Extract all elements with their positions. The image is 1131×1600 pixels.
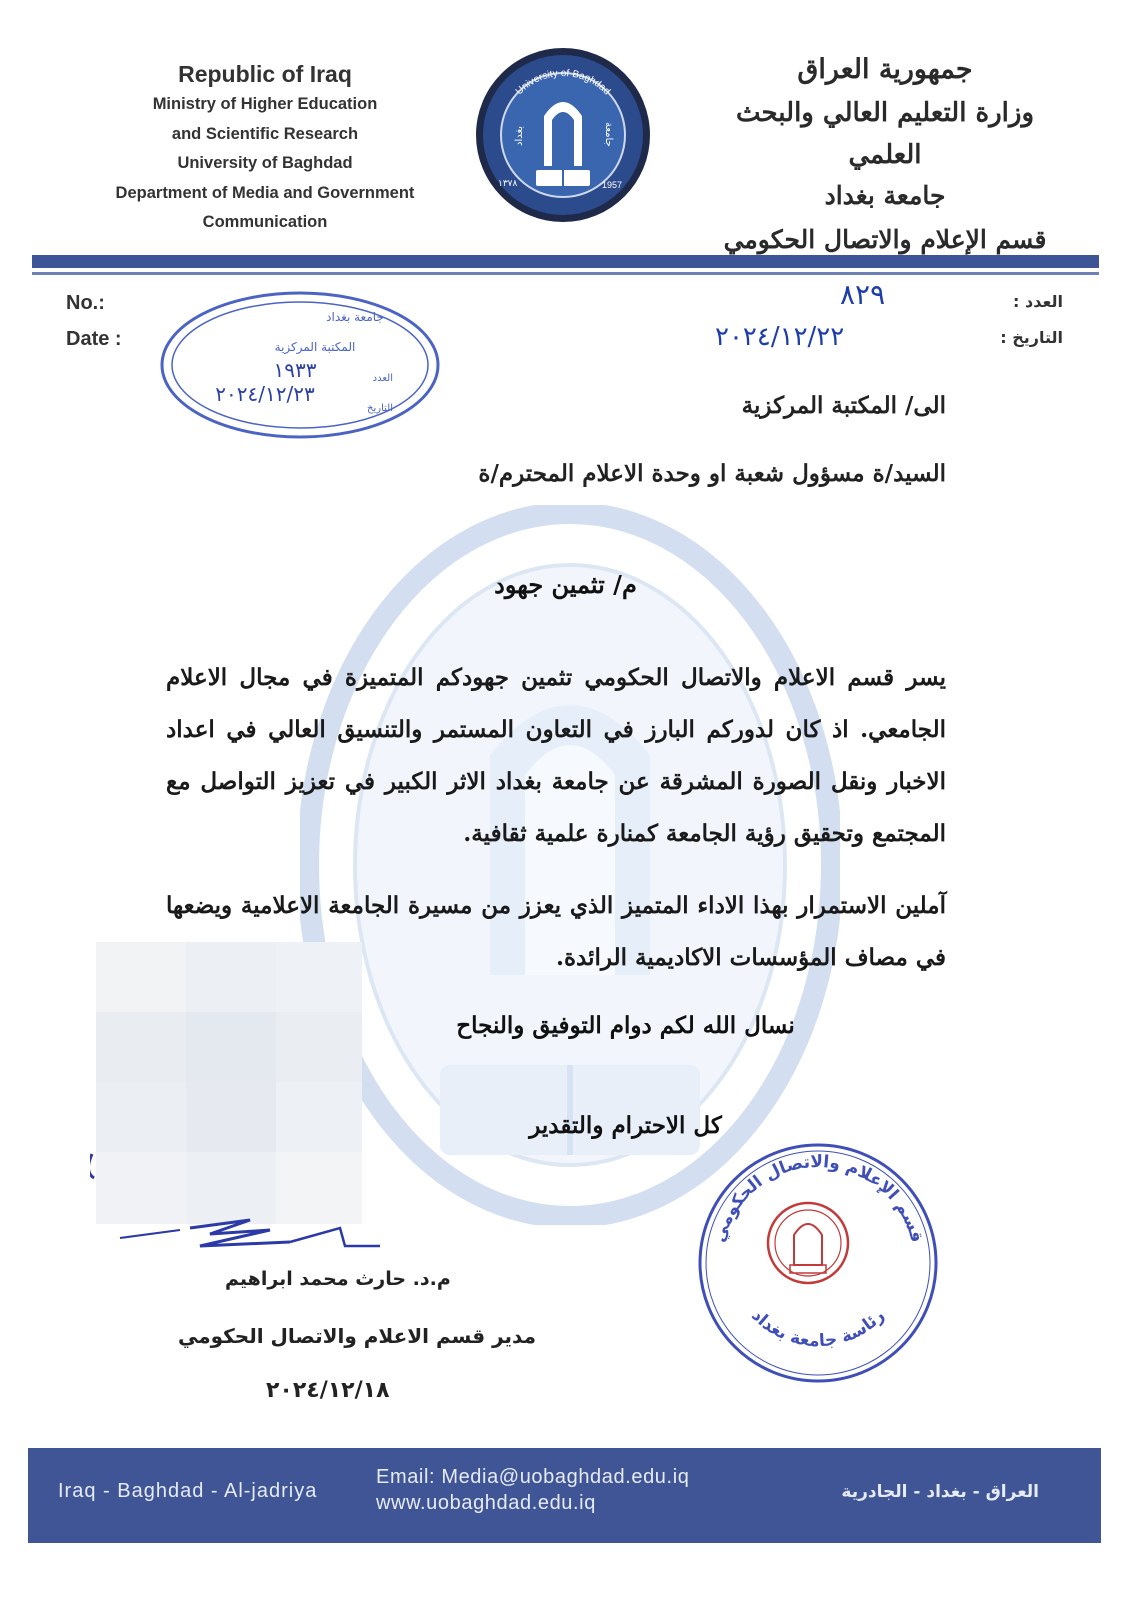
logo-ring-text: University of Baghdad — [513, 67, 613, 98]
footer-location-ar: العراق - بغداد - الجادرية — [841, 1482, 1039, 1502]
header-divider-thin — [32, 272, 1099, 275]
seal-outer-text: قسم الإعلام والاتصال الحكومي — [709, 1151, 927, 1245]
footer-location-en: Iraq - Baghdad - Al-jadriya — [58, 1480, 318, 1502]
header-en-line: Republic of Iraq — [178, 61, 352, 87]
attention-line: السيد/ة مسؤول شعبة او وحدة الاعلام المحترم/ة — [478, 460, 946, 487]
body-paragraph: يسر قسم الاعلام والاتصال الحكومي تثمين جهودكم المتميزة في مجال الاعلام الجامعي. اذ كان لدوركم البارز في التعاون المستمر والتنسيق العالي في اعداد الاخبار ونقل الصورة المشرقة عن جامعة بغداد الاثر الكبير في تعزيز التواصل مع المجتمع وتحقيق رؤية الجامعة كمنارة علمية ثقافية. — [166, 664, 946, 847]
closing-regards: كل الاحترام والتقدير — [529, 1112, 722, 1139]
logo-year-right: 1957 — [602, 180, 623, 190]
date-label-en: Date : — [66, 328, 122, 350]
letter-date: ٢٠٢٤/١٢/٢٢ — [715, 322, 845, 352]
stamp-number: ١٩٣٣ — [273, 358, 317, 382]
header-arabic-block — [700, 48, 1070, 264]
header-ar-line: قسم الإعلام والاتصال الحكومي — [723, 225, 1047, 254]
stamp-line2: المكتبة المركزية — [274, 340, 356, 354]
footer-email[interactable]: Email: Media@uobaghdad.edu.iq — [376, 1466, 690, 1488]
header-en-line: University of Baghdad — [177, 154, 353, 172]
header-ar-line: وزارة التعليم العالي والبحث العلمي — [735, 98, 1035, 170]
recipient-line: الى/ المكتبة المركزية — [741, 392, 946, 419]
reference-number: ٨٢٩ — [840, 278, 886, 311]
header-english-block — [80, 58, 450, 238]
footer-band — [28, 1448, 1101, 1543]
received-stamp-icon — [155, 285, 445, 445]
logo-side-left: بغداد — [514, 125, 525, 146]
footer-contact — [376, 1464, 689, 1516]
header-en-line: Ministry of Higher Education — [152, 95, 378, 113]
official-seal-icon — [690, 1135, 945, 1390]
number-label-en: No.: — [66, 292, 105, 314]
header-en-line: Department of Media and Government — [115, 183, 415, 202]
signature-scribble-icon — [90, 1138, 390, 1278]
stamp-date-label: التاريخ — [367, 403, 393, 414]
stamp-date: ٢٠٢٤/١٢/٢٣ — [215, 382, 315, 406]
closing-line: نسال الله لكم دوام التوفيق والنجاح — [456, 1012, 795, 1039]
header-en-line: and Scientific Research — [171, 124, 359, 143]
body-paragraph: آملين الاستمرار بهذا الاداء المتميز الذي يعزز من مسيرة الجامعة الاعلامية ويضعها في مصاف المؤسسات الاكاديمية الرائدة. — [166, 892, 946, 971]
signer-title: مدير قسم الاعلام والاتصال الحكومي — [178, 1324, 536, 1348]
logo-side-right: جامعة — [603, 122, 614, 147]
header-ar-line: جامعة بغداد — [824, 181, 946, 210]
seal-bottom-text: رئاسة جامعة بغداد — [747, 1305, 889, 1352]
header-divider — [32, 255, 1099, 268]
logo-year-left: ١٣٧٨ — [498, 179, 518, 189]
signer-name: م.د. حارث محمد ابراهيم — [225, 1268, 451, 1290]
university-logo-icon — [474, 46, 652, 224]
footer-website[interactable]: www.uobaghdad.edu.iq — [376, 1492, 596, 1514]
stamp-number-label: العدد — [372, 373, 393, 384]
number-label-ar: العدد : — [1013, 292, 1063, 311]
subject-line: م/ تثمين جهود — [494, 570, 637, 599]
date-label-ar: التاريخ : — [1000, 328, 1063, 347]
header-en-line: Communication — [202, 213, 328, 231]
stamp-line1: جامعة بغداد — [326, 310, 384, 324]
signature-date: ٢٠٢٤/١٢/١٨ — [266, 1378, 390, 1403]
header-ar-line: جمهورية العراق — [797, 54, 973, 85]
